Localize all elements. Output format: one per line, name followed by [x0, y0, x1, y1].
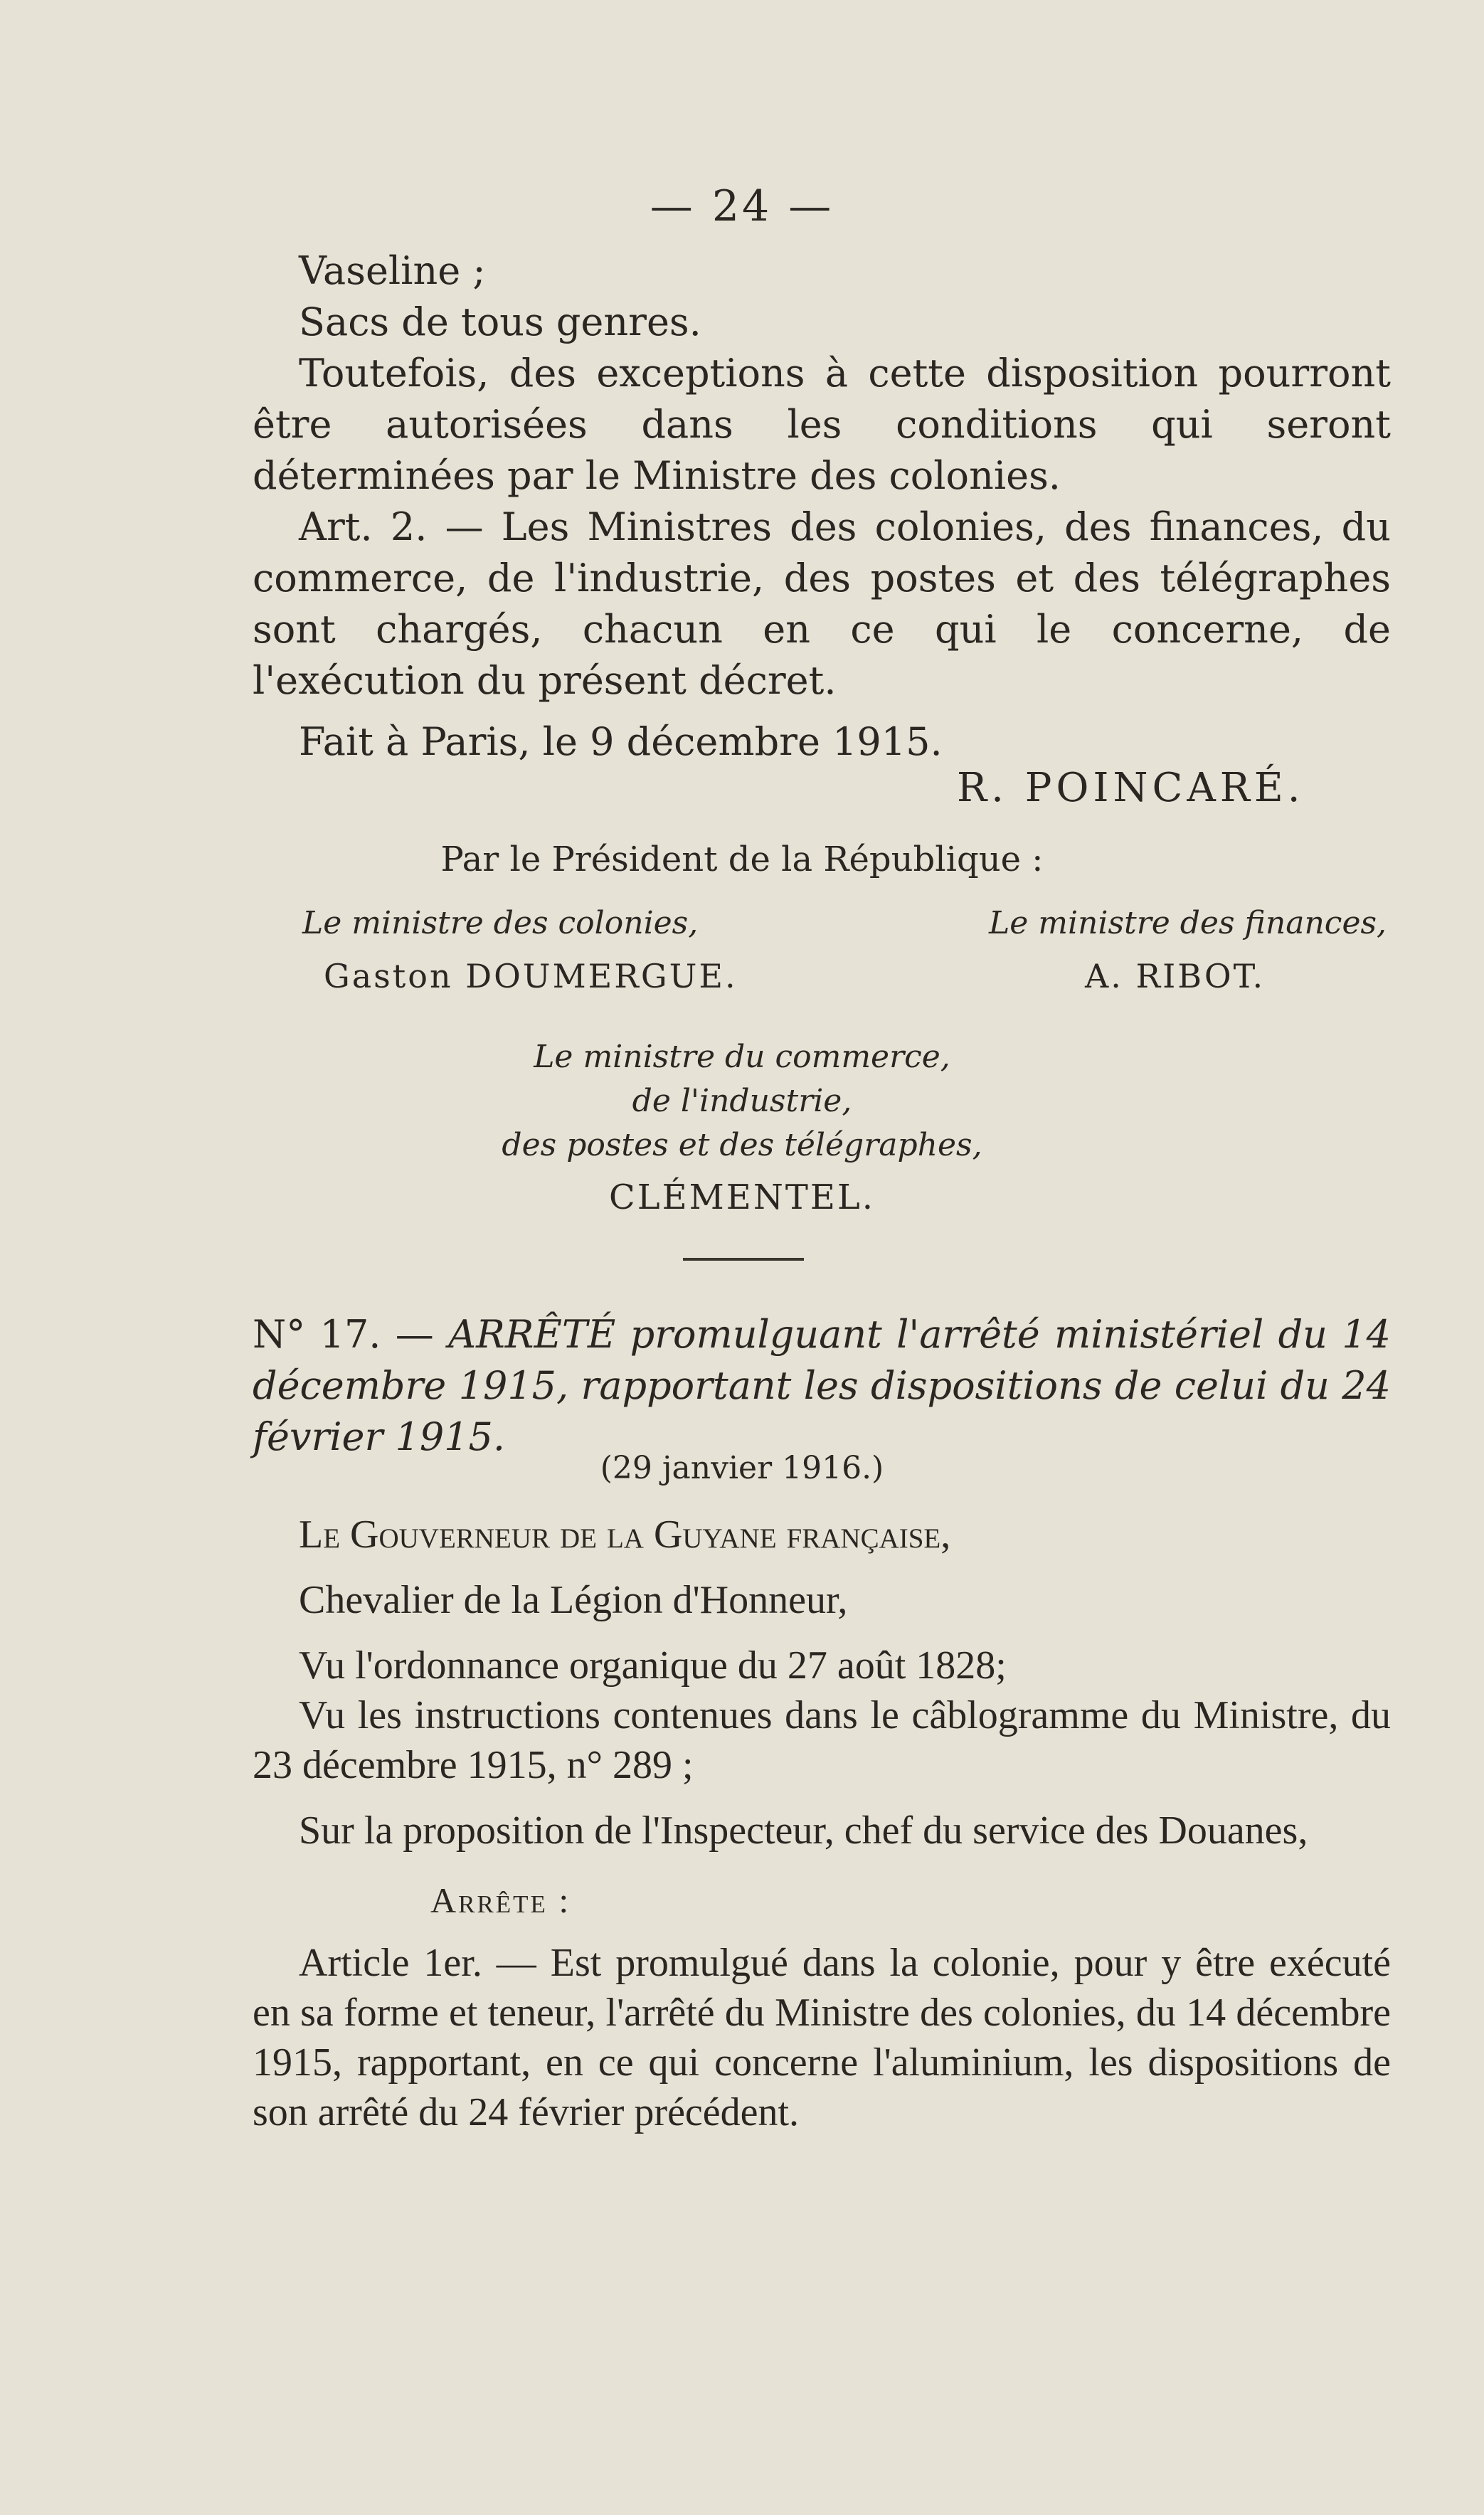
minister-commerce-title-line: Le ministre du commerce, — [534, 1039, 950, 1075]
vu-instructions: Vu les instructions contenues dans le câblogramme du Ministre, du 23 décembre 1915, n° 289 ; — [253, 1693, 1391, 1787]
section-divider — [683, 1258, 804, 1261]
arrete-date: (29 janvier 1916.) — [600, 1450, 884, 1486]
arrete-heading — [253, 1309, 1391, 1463]
president-signature: R. POINCARÉ. — [957, 765, 1305, 811]
minister-commerce-title-line: des postes et des télégraphes, — [502, 1127, 982, 1163]
exceptions-paragraph: Toutefois, des exceptions à cette disposition pourront être autorisées dans les conditions qui seront déterminées par le Ministre des colonies. — [253, 351, 1391, 498]
minister-commerce-block — [0, 1035, 1484, 1168]
by-president-line: Par le Président de la République : — [440, 840, 1044, 879]
done-at-line: Fait à Paris, le 9 décembre 1915. — [299, 719, 943, 764]
minister-colonies-name: Gaston DOUMERGUE. — [324, 957, 738, 995]
chevalier-line: Chevalier de la Légion d'Honneur, — [299, 1578, 848, 1622]
item-line: Vaseline ; — [299, 248, 486, 293]
item-line: Sacs de tous genres. — [299, 300, 701, 344]
decree-tail — [253, 245, 1391, 768]
minister-finances-title: Le ministre des finances, — [989, 905, 1387, 941]
arrete-title: ARRÊTÉ promulguant l'arrêté ministériel du 14 décembre 1915, rapportant les dispositions de celui du 24 février 1915. — [253, 1312, 1391, 1459]
sur-proposition: Sur la proposition de l'Inspecteur, chef du service des Douanes, — [299, 1809, 1308, 1853]
minister-commerce-title-line: de l'industrie, — [632, 1083, 852, 1119]
arrete-number: N° 17. — — [253, 1312, 434, 1357]
minister-finances-name: A. RIBOT. — [1085, 957, 1266, 995]
page-number: — 24 — — [650, 181, 834, 231]
vu-ordonnance: Vu l'ordonnance organique du 27 août 1828; — [299, 1643, 1007, 1688]
art2-paragraph: Art. 2. — Les Ministres des colonies, des finances, du commerce, de l'industrie, des postes et des télégraphes sont chargés, chacun en ce qui le concerne, de l'exécution du présent décret. — [253, 504, 1391, 703]
minister-commerce-name: CLÉMENTEL. — [608, 1177, 875, 1217]
arrete-label: Arrête : — [430, 1880, 571, 1920]
article-1: Article 1er. — Est promulgué dans la colonie, pour y être exécuté en sa forme et teneur, l'arrêté du Ministre des colonies, du 14 décembre 1915, rapportant, en ce qui concerne l'aluminium, les dispositions de son arrêté du 24 février précédent. — [253, 1941, 1391, 2134]
minister-colonies-title: Le ministre des colonies, — [302, 905, 699, 941]
governor-line: Le Gouverneur de la Guyane française, — [299, 1513, 951, 1557]
arrete-body — [253, 1510, 1391, 2137]
